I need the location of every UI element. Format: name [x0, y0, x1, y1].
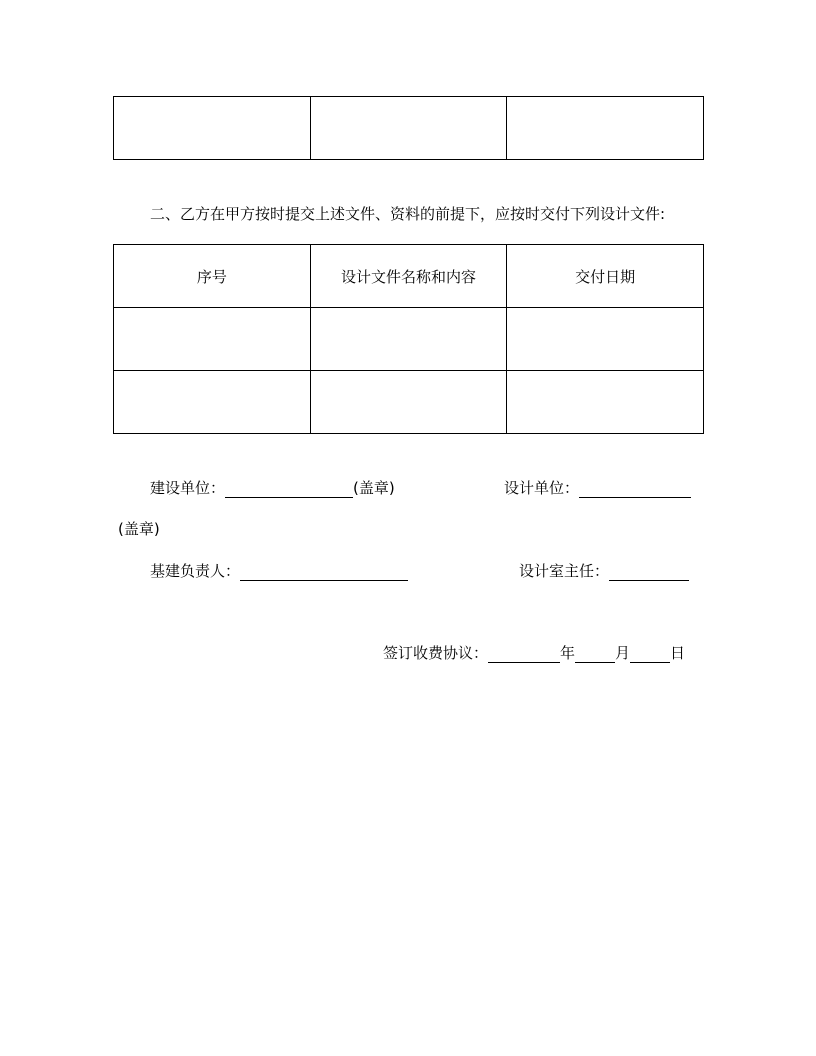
year-label: 年 — [560, 644, 576, 662]
studio-label: 设计室主任： — [519, 562, 610, 580]
designer-blank[interactable] — [579, 481, 691, 498]
month-label: 月 — [615, 644, 631, 662]
table-row — [114, 308, 704, 371]
infra-blank[interactable] — [240, 564, 408, 581]
year-blank[interactable] — [488, 646, 560, 663]
table-cell — [310, 308, 507, 371]
table-cell — [114, 308, 311, 371]
table-cell — [114, 371, 311, 434]
builder-blank[interactable] — [225, 481, 353, 498]
design-documents-table — [113, 244, 704, 434]
table-cell — [310, 371, 507, 434]
agreement-date-line — [383, 643, 685, 663]
table-cell — [507, 97, 704, 160]
clause-2-text: 二、乙方在甲方按时提交上述文件、资料的前提下，应按时交付下列设计文件: — [150, 205, 666, 223]
table-header-row — [114, 245, 704, 308]
date-label: 签订收费协议： — [383, 644, 489, 662]
studio-director-line — [519, 561, 689, 581]
designer-seal-wrapped: (盖章) — [118, 520, 160, 538]
builder-seal: (盖章) — [353, 479, 395, 497]
header-serial-number: 序号 — [114, 245, 311, 308]
studio-blank[interactable] — [609, 564, 689, 581]
infra-label: 基建负责人： — [150, 562, 241, 580]
day-label: 日 — [670, 644, 686, 662]
table-cell — [507, 371, 704, 434]
month-blank[interactable] — [575, 646, 615, 663]
table-row — [114, 97, 704, 160]
header-delivery-date: 交付日期 — [507, 245, 704, 308]
table-cell — [507, 308, 704, 371]
table-cell — [310, 97, 507, 160]
table-cell — [114, 97, 311, 160]
table-row — [114, 371, 704, 434]
designer-signature-line — [504, 478, 691, 498]
builder-signature-line — [150, 478, 395, 498]
day-blank[interactable] — [630, 646, 670, 663]
infrastructure-manager-line — [150, 561, 408, 581]
continued-table — [113, 96, 704, 160]
designer-label: 设计单位： — [504, 479, 580, 497]
header-document-name: 设计文件名称和内容 — [310, 245, 507, 308]
builder-label: 建设单位： — [150, 479, 226, 497]
